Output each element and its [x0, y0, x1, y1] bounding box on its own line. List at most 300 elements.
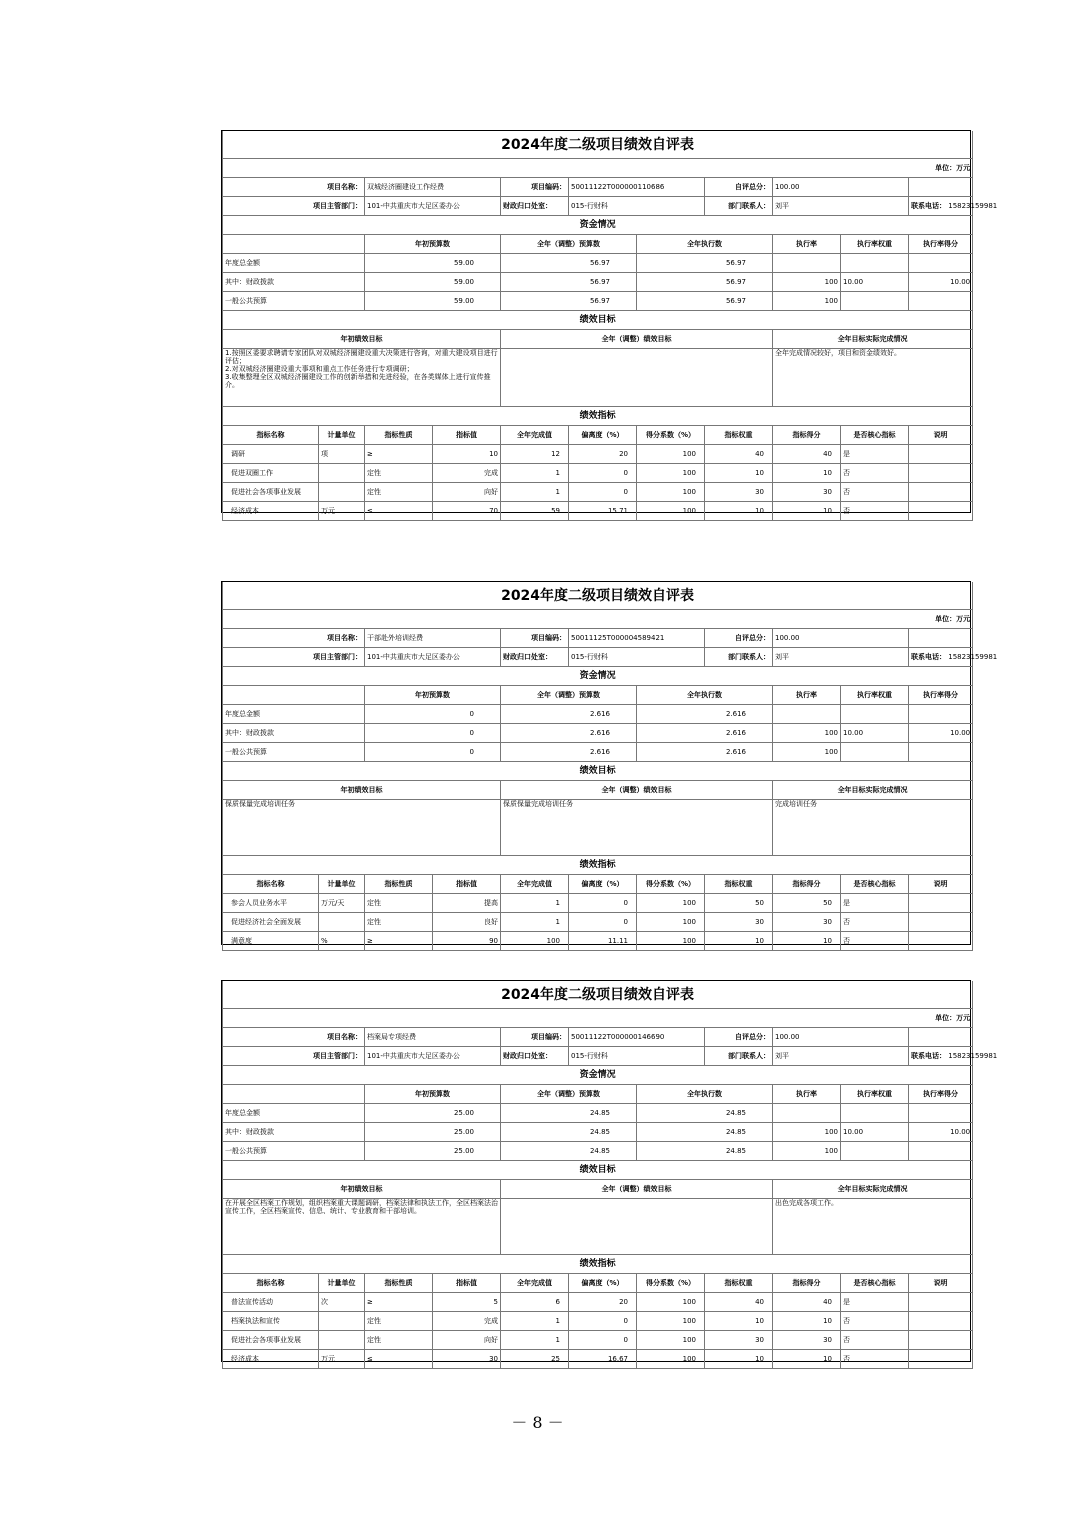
- fund-initial: 25.00: [365, 1104, 501, 1123]
- indicator-type: ≤: [365, 502, 433, 521]
- goal-section-title: 绩效目标: [223, 311, 973, 330]
- goal-initial: 在开展全区档案工作规划，组织档案重大课题调研，档案法律和执法工作，全区档案法治宣传工作，全区档案宣传、信息、统计、专业教育和干部培训。: [223, 1199, 501, 1255]
- table-row: [223, 1331, 973, 1350]
- indicator-actual: 1: [501, 913, 569, 932]
- indicator-actual: 25: [501, 1350, 569, 1369]
- col-header: 偏离度（%）: [569, 875, 637, 894]
- indicator-actual: 12: [501, 445, 569, 464]
- fund-row: [223, 254, 973, 273]
- fund-score: 10.00: [909, 724, 973, 743]
- fund-adjusted: 24.85: [501, 1142, 637, 1161]
- indicator-unit: [319, 483, 365, 502]
- phone-number: 15823159981: [948, 202, 998, 210]
- fund-row-label: 年度总金额: [223, 705, 365, 724]
- col-header: 执行率权重: [841, 235, 909, 254]
- col-header: 指标得分: [773, 426, 841, 445]
- indicator-coefficient: 100: [637, 483, 705, 502]
- col-header: 全年执行数: [637, 235, 773, 254]
- fund-weight: [841, 254, 909, 273]
- col-header: 指标名称: [223, 426, 319, 445]
- fund-score: [909, 743, 973, 762]
- col-header: 得分系数（%）: [637, 1274, 705, 1293]
- fund-adjusted: 56.97: [501, 292, 637, 311]
- col-header: 指标值: [433, 1274, 501, 1293]
- col-header: 指标名称: [223, 875, 319, 894]
- table-row: [223, 932, 973, 951]
- fund-rate: [773, 705, 841, 724]
- indicator-actual: 6: [501, 1293, 569, 1312]
- col-header: 执行率权重: [841, 1085, 909, 1104]
- indicator-core: 否: [841, 913, 909, 932]
- contact-person: 刘平: [773, 197, 909, 216]
- fund-section-title: 资金情况: [223, 1066, 973, 1085]
- indicator-core: 是: [841, 445, 909, 464]
- goal-adjusted: [501, 349, 773, 407]
- col-header: 年初预算数: [365, 1085, 501, 1104]
- project-code: 50011122T000000110686: [569, 178, 705, 197]
- col-header: 指标性质: [365, 426, 433, 445]
- indicator-note: [909, 913, 973, 932]
- table-row: [223, 483, 973, 502]
- indicator-type: 定性: [365, 1331, 433, 1350]
- indicator-unit: [319, 913, 365, 932]
- indicator-core: 否: [841, 483, 909, 502]
- fund-section-title: 资金情况: [223, 216, 973, 235]
- contact-person: 刘平: [773, 1047, 909, 1066]
- indicator-deviation: 0: [569, 913, 637, 932]
- goal-row: [223, 349, 973, 407]
- fund-header-row: [223, 1085, 973, 1104]
- label-department: 项目主管部门：: [223, 1047, 365, 1066]
- indicator-note: [909, 894, 973, 913]
- col-header: 指标得分: [773, 1274, 841, 1293]
- table-row: [223, 464, 973, 483]
- indicator-coefficient: 100: [637, 464, 705, 483]
- indicator-score: 40: [773, 1293, 841, 1312]
- fund-row: [223, 724, 973, 743]
- indicator-name: 促进社会各项事业发展: [223, 1331, 319, 1350]
- fund-score: 10.00: [909, 1123, 973, 1142]
- fund-row-label: 一般公共预算: [223, 743, 365, 762]
- indicator-name: 参会人员业务水平: [223, 894, 319, 913]
- indicator-note: [909, 464, 973, 483]
- indicator-score: 50: [773, 894, 841, 913]
- table-row: [223, 894, 973, 913]
- label-contact: 部门联系人：: [705, 197, 773, 216]
- fund-initial: 25.00: [365, 1142, 501, 1161]
- self-score: 100.00: [773, 629, 909, 648]
- project-info-row: [223, 1047, 973, 1066]
- table-row: [223, 1350, 973, 1369]
- page-number: － 8 －: [511, 1413, 564, 1432]
- indicator-target: 良好: [433, 913, 501, 932]
- col-header: 执行率得分: [909, 235, 973, 254]
- goal-section-title: 绩效目标: [223, 762, 973, 781]
- indicator-weight: 30: [705, 1331, 773, 1350]
- col-header: 执行率得分: [909, 1085, 973, 1104]
- col-header: 计量单位: [319, 875, 365, 894]
- indicator-name: 档案执法和宣传: [223, 1312, 319, 1331]
- indicator-score: 30: [773, 1331, 841, 1350]
- fund-initial: 0: [365, 724, 501, 743]
- indicator-name: 经济成本: [223, 1350, 319, 1369]
- indicator-section-title: 绩效指标: [223, 856, 973, 875]
- fund-rate: 100: [773, 292, 841, 311]
- label-project-code: 项目编码：: [501, 1028, 569, 1047]
- fund-adjusted: 2.616: [501, 724, 637, 743]
- indicator-weight: 40: [705, 445, 773, 464]
- col-header: 全年执行数: [637, 686, 773, 705]
- fund-score: [909, 1104, 973, 1123]
- fund-row-label: 一般公共预算: [223, 1142, 365, 1161]
- indicator-target: 70: [433, 502, 501, 521]
- indicator-deviation: 16.67: [569, 1350, 637, 1369]
- indicator-score: 10: [773, 464, 841, 483]
- fund-rate: 100: [773, 1142, 841, 1161]
- label-contact: 部门联系人：: [705, 1047, 773, 1066]
- indicator-deviation: 20: [569, 445, 637, 464]
- col-header: 全年完成值: [501, 426, 569, 445]
- fund-executed: 24.85: [637, 1123, 773, 1142]
- indicator-unit: [319, 1331, 365, 1350]
- fund-score: 10.00: [909, 273, 973, 292]
- fund-executed: 2.616: [637, 743, 773, 762]
- fund-header-row: [223, 686, 973, 705]
- col-header: 全年（调整）预算数: [501, 235, 637, 254]
- table-row: [223, 445, 973, 464]
- fund-weight: [841, 292, 909, 311]
- indicator-unit: 万元/天: [319, 894, 365, 913]
- indicator-weight: 10: [705, 464, 773, 483]
- col-header: 指标值: [433, 426, 501, 445]
- goal-row: [223, 1199, 973, 1255]
- goal-initial: 1.按照区委要求聘请专家团队对双城经济圈建设重大决策进行咨询，对重大建设项目进行评估； 2.对双城经济圈建设重大事项和重点工作任务进行专项调研； 3.收集整理全区双城经济圈建设工作的创新举措和先进经验，在各类媒体上进行宣传推介。: [223, 349, 501, 407]
- indicator-target: 90: [433, 932, 501, 951]
- indicator-weight: 10: [705, 1350, 773, 1369]
- goal-section-title: 绩效目标: [223, 1161, 973, 1180]
- indicator-score: 10: [773, 1350, 841, 1369]
- indicator-coefficient: 100: [637, 1350, 705, 1369]
- fund-initial: 0: [365, 705, 501, 724]
- fund-weight: 10.00: [841, 1123, 909, 1142]
- indicator-score: 30: [773, 913, 841, 932]
- col-header: 说明: [909, 875, 973, 894]
- col-header: 指标权重: [705, 1274, 773, 1293]
- indicator-unit: 次: [319, 1293, 365, 1312]
- indicator-type: 定性: [365, 894, 433, 913]
- phone-number: 15823159981: [948, 653, 998, 661]
- indicator-type: 定性: [365, 483, 433, 502]
- indicator-actual: 1: [501, 483, 569, 502]
- indicator-name: 调研: [223, 445, 319, 464]
- fund-row: [223, 273, 973, 292]
- table-title: 2024年度二级项目绩效自评表: [223, 981, 973, 1009]
- col-header: 指标得分: [773, 875, 841, 894]
- fund-rate: 100: [773, 273, 841, 292]
- indicator-coefficient: 100: [637, 894, 705, 913]
- col-header: 偏离度（%）: [569, 1274, 637, 1293]
- fund-score: [909, 1142, 973, 1161]
- evaluation-sheet: [221, 130, 998, 515]
- indicator-header-row: [223, 426, 973, 445]
- indicator-score: 10: [773, 502, 841, 521]
- indicator-name: 经济成本: [223, 502, 319, 521]
- indicator-core: 否: [841, 502, 909, 521]
- indicator-score: 10: [773, 1312, 841, 1331]
- fund-row-label: 年度总金额: [223, 254, 365, 273]
- col-header: 指标性质: [365, 875, 433, 894]
- indicator-note: [909, 502, 973, 521]
- label-finance-office: 财政归口处室：: [501, 197, 569, 216]
- col-header: 年初预算数: [365, 235, 501, 254]
- table-row: [223, 1312, 973, 1331]
- indicator-target: 向好: [433, 483, 501, 502]
- indicator-unit: %: [319, 932, 365, 951]
- indicator-deviation: 0: [569, 1331, 637, 1350]
- indicator-unit: 万元: [319, 502, 365, 521]
- col-header: 年初预算数: [365, 686, 501, 705]
- fund-weight: [841, 1142, 909, 1161]
- fund-initial: 0: [365, 743, 501, 762]
- fund-weight: [841, 705, 909, 724]
- department: 101-中共重庆市大足区委办公: [365, 1047, 501, 1066]
- unit-label: 单位：万元: [223, 610, 973, 629]
- goal-actual: 全年完成情况较好，项目和资金绩效好。: [773, 349, 973, 407]
- label-project-name: 项目名称：: [223, 178, 365, 197]
- col-header: 年初绩效目标: [223, 330, 501, 349]
- goal-adjusted: 保质保量完成培训任务: [501, 800, 773, 856]
- fund-score: [909, 292, 973, 311]
- indicator-core: 否: [841, 1331, 909, 1350]
- label-contact: 部门联系人：: [705, 648, 773, 667]
- fund-initial: 59.00: [365, 273, 501, 292]
- col-header: 是否核心指标: [841, 1274, 909, 1293]
- indicator-note: [909, 1350, 973, 1369]
- indicator-unit: [319, 464, 365, 483]
- fund-weight: [841, 743, 909, 762]
- col-header: 年初绩效目标: [223, 781, 501, 800]
- fund-section-title: 资金情况: [223, 667, 973, 686]
- indicator-weight: 10: [705, 502, 773, 521]
- goal-header-row: [223, 1180, 973, 1199]
- fund-header-row: [223, 235, 973, 254]
- col-header: 说明: [909, 1274, 973, 1293]
- finance-office: 015-行财科: [569, 648, 705, 667]
- indicator-deviation: 0: [569, 464, 637, 483]
- goal-header-row: [223, 781, 973, 800]
- finance-office: 015-行财科: [569, 1047, 705, 1066]
- indicator-score: 10: [773, 932, 841, 951]
- indicator-unit: [319, 1312, 365, 1331]
- project-info-row: [223, 197, 973, 216]
- col-header: 执行率权重: [841, 686, 909, 705]
- label-project-code: 项目编码：: [501, 178, 569, 197]
- fund-weight: 10.00: [841, 273, 909, 292]
- table-row: [223, 913, 973, 932]
- indicator-type: ≥: [365, 932, 433, 951]
- indicator-core: 是: [841, 1293, 909, 1312]
- indicator-coefficient: 100: [637, 1331, 705, 1350]
- table-row: [223, 502, 973, 521]
- indicator-name: 满意度: [223, 932, 319, 951]
- fund-rate: 100: [773, 743, 841, 762]
- indicator-deviation: 0: [569, 483, 637, 502]
- indicator-actual: 1: [501, 1331, 569, 1350]
- indicator-coefficient: 100: [637, 1293, 705, 1312]
- indicator-core: 是: [841, 894, 909, 913]
- self-score: 100.00: [773, 1028, 909, 1047]
- fund-executed: 56.97: [637, 292, 773, 311]
- indicator-score: 40: [773, 445, 841, 464]
- fund-weight: 10.00: [841, 724, 909, 743]
- fund-adjusted: 56.97: [501, 254, 637, 273]
- goal-actual: 出色完成各项工作。: [773, 1199, 973, 1255]
- fund-rate: 100: [773, 724, 841, 743]
- indicator-type: ≤: [365, 1350, 433, 1369]
- fund-adjusted: 24.85: [501, 1104, 637, 1123]
- indicator-section-title: 绩效指标: [223, 1255, 973, 1274]
- indicator-note: [909, 445, 973, 464]
- goal-initial: 保质保量完成培训任务: [223, 800, 501, 856]
- col-header: 执行率: [773, 235, 841, 254]
- fund-row: [223, 1104, 973, 1123]
- department: 101-中共重庆市大足区委办公: [365, 197, 501, 216]
- label-finance-office: 财政归口处室：: [501, 1047, 569, 1066]
- indicator-target: 向好: [433, 1331, 501, 1350]
- fund-row: [223, 292, 973, 311]
- department: 101-中共重庆市大足区委办公: [365, 648, 501, 667]
- fund-adjusted: 2.616: [501, 705, 637, 724]
- indicator-note: [909, 1293, 973, 1312]
- fund-weight: [841, 1104, 909, 1123]
- indicator-weight: 40: [705, 1293, 773, 1312]
- fund-rate: 100: [773, 1123, 841, 1142]
- col-header: 指标性质: [365, 1274, 433, 1293]
- indicator-weight: 10: [705, 932, 773, 951]
- label-self-score: 自评总分：: [705, 629, 773, 648]
- indicator-name: 促进双圈工作: [223, 464, 319, 483]
- fund-rate: [773, 254, 841, 273]
- indicator-type: 定性: [365, 913, 433, 932]
- fund-executed: 24.85: [637, 1142, 773, 1161]
- goal-row: [223, 800, 973, 856]
- col-header: 得分系数（%）: [637, 875, 705, 894]
- indicator-type: 定性: [365, 464, 433, 483]
- indicator-deviation: 0: [569, 1312, 637, 1331]
- col-header: 全年目标实际完成情况: [773, 1180, 973, 1199]
- indicator-header-row: [223, 875, 973, 894]
- fund-adjusted: 2.616: [501, 743, 637, 762]
- indicator-name: 促进经济社会全面发展: [223, 913, 319, 932]
- label-phone: 联系电话：: [911, 1052, 946, 1060]
- evaluation-table: [222, 582, 998, 951]
- table-title: 2024年度二级项目绩效自评表: [223, 582, 973, 610]
- indicator-coefficient: 100: [637, 445, 705, 464]
- indicator-actual: 1: [501, 1312, 569, 1331]
- indicator-type: 定性: [365, 1312, 433, 1331]
- indicator-unit: 万元: [319, 1350, 365, 1369]
- indicator-weight: 30: [705, 483, 773, 502]
- indicator-note: [909, 1331, 973, 1350]
- fund-row: [223, 743, 973, 762]
- label-finance-office: 财政归口处室：: [501, 648, 569, 667]
- phone: [909, 648, 998, 667]
- indicator-type: ≥: [365, 1293, 433, 1312]
- goal-adjusted: [501, 1199, 773, 1255]
- indicator-deviation: 20: [569, 1293, 637, 1312]
- project-name: 干部赴外培训经费: [365, 629, 501, 648]
- fund-row-label: 其中：财政拨款: [223, 1123, 365, 1142]
- indicator-target: 5: [433, 1293, 501, 1312]
- indicator-section-title: 绩效指标: [223, 407, 973, 426]
- indicator-target: 10: [433, 445, 501, 464]
- indicator-deviation: 0: [569, 894, 637, 913]
- project-info-row: [223, 178, 973, 197]
- project-info-row: [223, 629, 973, 648]
- col-header: 是否核心指标: [841, 875, 909, 894]
- indicator-weight: 30: [705, 913, 773, 932]
- fund-adjusted: 56.97: [501, 273, 637, 292]
- col-header: 全年完成值: [501, 1274, 569, 1293]
- goal-actual: 完成培训任务: [773, 800, 973, 856]
- fund-row-label: 其中：财政拨款: [223, 273, 365, 292]
- col-header: 全年完成值: [501, 875, 569, 894]
- col-header: 全年（调整）绩效目标: [501, 330, 773, 349]
- col-header: 全年（调整）预算数: [501, 1085, 637, 1104]
- label-self-score: 自评总分：: [705, 1028, 773, 1047]
- fund-executed: 2.616: [637, 724, 773, 743]
- project-info-row: [223, 648, 973, 667]
- indicator-unit: 项: [319, 445, 365, 464]
- col-header: 指标权重: [705, 875, 773, 894]
- fund-initial: 59.00: [365, 292, 501, 311]
- indicator-coefficient: 100: [637, 913, 705, 932]
- fund-row: [223, 1123, 973, 1142]
- col-header: 是否核心指标: [841, 426, 909, 445]
- finance-office: 015-行财科: [569, 197, 705, 216]
- goal-header-row: [223, 330, 973, 349]
- fund-row-label: 年度总金额: [223, 1104, 365, 1123]
- indicator-target: 提高: [433, 894, 501, 913]
- indicator-note: [909, 932, 973, 951]
- phone: [909, 1047, 998, 1066]
- col-header: 执行率: [773, 686, 841, 705]
- evaluation-sheet: [221, 581, 998, 945]
- project-code: 50011122T000000146690: [569, 1028, 705, 1047]
- indicator-core: 否: [841, 1312, 909, 1331]
- label-department: 项目主管部门：: [223, 648, 365, 667]
- fund-executed: 2.616: [637, 705, 773, 724]
- indicator-core: 否: [841, 932, 909, 951]
- col-header: 全年（调整）绩效目标: [501, 1180, 773, 1199]
- label-phone: 联系电话：: [911, 653, 946, 661]
- col-header: 全年（调整）绩效目标: [501, 781, 773, 800]
- indicator-coefficient: 100: [637, 502, 705, 521]
- fund-score: [909, 254, 973, 273]
- fund-initial: 59.00: [365, 254, 501, 273]
- indicator-name: 普法宣传活动: [223, 1293, 319, 1312]
- project-name: 双城经济圈建设工作经费: [365, 178, 501, 197]
- fund-score: [909, 705, 973, 724]
- fund-row: [223, 1142, 973, 1161]
- indicator-deviation: 11.11: [569, 932, 637, 951]
- indicator-name: 促进社会各项事业发展: [223, 483, 319, 502]
- indicator-deviation: 15.71: [569, 502, 637, 521]
- indicator-score: 30: [773, 483, 841, 502]
- fund-initial: 25.00: [365, 1123, 501, 1142]
- col-header: 计量单位: [319, 1274, 365, 1293]
- fund-row: [223, 705, 973, 724]
